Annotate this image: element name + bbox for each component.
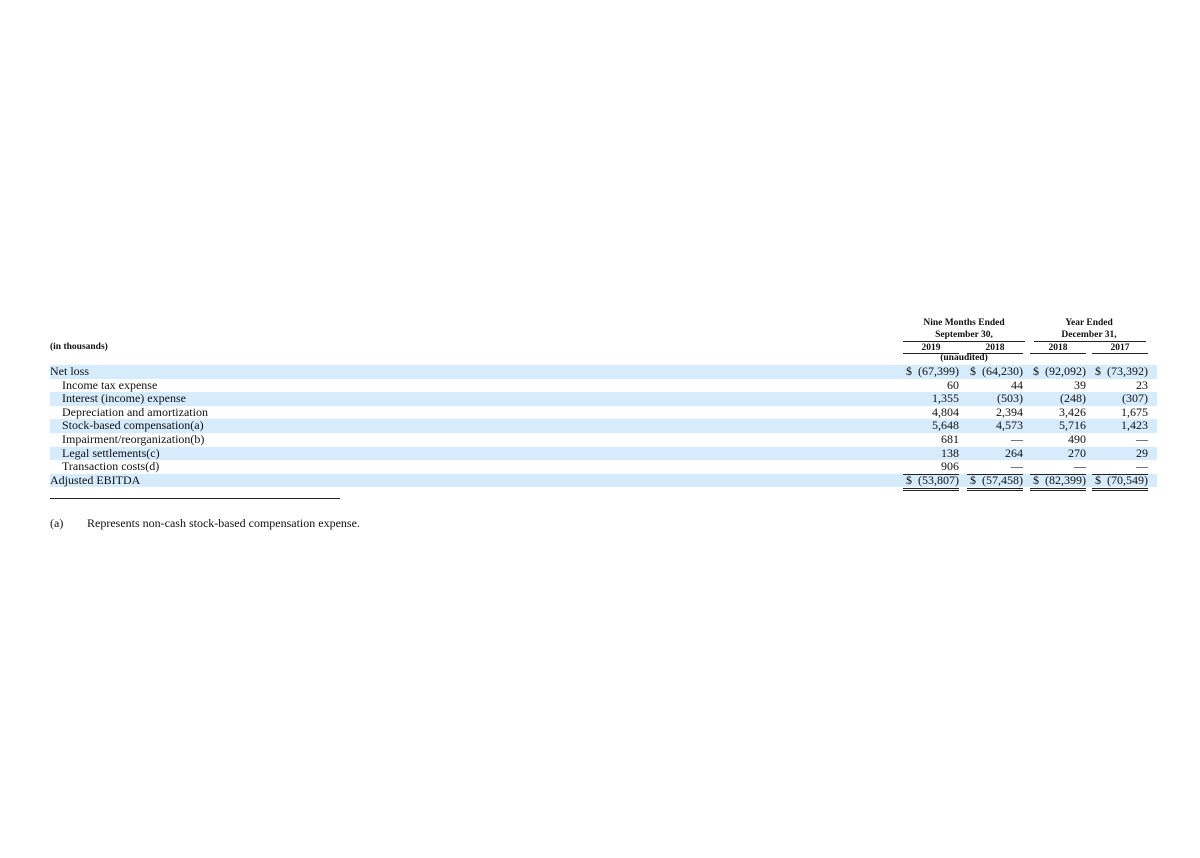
value-cell-2018-nine: 2,394 <box>996 404 1023 419</box>
units-label: (in thousands) <box>50 342 108 352</box>
total-rule-2018-nine <box>967 474 1023 475</box>
header-year-ended-line1: Year Ended <box>1065 318 1113 328</box>
value-cell-2018-year: (82,399) <box>1045 472 1086 487</box>
year-rule-2017 <box>1092 353 1148 354</box>
value-cell-2019: 681 <box>941 432 959 446</box>
row-label: Impairment/reorganization(b) <box>62 432 205 446</box>
value-cell-2017: 1,675 <box>1121 404 1148 419</box>
value-cell-2017: 29 <box>1136 445 1148 460</box>
value-cell-2019: (53,807) <box>918 472 959 487</box>
value-cell-2018-nine: (64,230) <box>982 364 1023 378</box>
currency-symbol: $ <box>1033 472 1039 487</box>
value-cell-2018-year: 270 <box>1068 445 1086 460</box>
value-cell-2018-nine: 264 <box>1005 445 1023 460</box>
value-cell-2017: — <box>1136 432 1148 446</box>
header-nine-months <box>900 317 1028 341</box>
row-label: Interest (income) expense <box>62 391 186 406</box>
value-cell-2017: 23 <box>1136 377 1148 392</box>
value-cell-2019: 4,804 <box>932 404 959 419</box>
unaudited-note: (unaudited) <box>940 353 988 363</box>
total-rule-2019 <box>903 474 959 475</box>
table-row <box>50 460 1157 474</box>
value-cell-2019: 906 <box>941 459 959 474</box>
value-cell-2019: 60 <box>947 377 959 392</box>
footnote-mark: (a) <box>50 516 64 530</box>
footnote-text: Represents non-cash stock-based compensation expense. <box>87 516 360 530</box>
table-row <box>50 392 1157 406</box>
value-cell-2017: (307) <box>1122 391 1148 406</box>
footnote-divider <box>50 498 340 499</box>
currency-symbol: $ <box>970 472 976 487</box>
value-cell-2018-nine: (57,458) <box>982 472 1023 487</box>
table-row <box>50 447 1157 461</box>
value-cell-2018-nine: (503) <box>997 391 1023 406</box>
value-cell-2018-year: 5,716 <box>1059 418 1086 433</box>
row-label: Depreciation and amortization <box>62 404 208 419</box>
header-year-ended <box>1031 317 1147 341</box>
currency-symbol: $ <box>906 364 912 378</box>
total-double-rule-2018-year <box>1030 488 1086 491</box>
value-cell-2017: (70,549) <box>1107 472 1148 487</box>
value-cell-2019: 5,648 <box>932 418 959 433</box>
value-cell-2018-nine: 4,573 <box>996 418 1023 433</box>
value-cell-2019: 1,355 <box>932 391 959 406</box>
currency-symbol: $ <box>1095 364 1101 378</box>
value-cell-2018-year: 490 <box>1068 432 1086 446</box>
table-row <box>50 474 1157 488</box>
value-cell-2018-year: 39 <box>1074 377 1086 392</box>
row-label: Stock-based compensation(a) <box>62 418 204 433</box>
table-row <box>50 419 1157 433</box>
value-cell-2018-nine: — <box>1011 459 1023 474</box>
year-header-2018-nine: 2018 <box>985 343 1005 353</box>
value-cell-2017: 1,423 <box>1121 418 1148 433</box>
header-nine-months-line2: September 30, <box>935 330 993 340</box>
total-rule-2018-year <box>1030 474 1086 475</box>
year-header-2019: 2019 <box>921 343 941 353</box>
currency-symbol: $ <box>970 364 976 378</box>
year-rule-2018-year <box>1030 353 1086 354</box>
row-label: Income tax expense <box>62 377 158 392</box>
value-cell-2018-year: (92,092) <box>1045 364 1086 378</box>
value-cell-2017: (73,392) <box>1107 364 1148 378</box>
table-row <box>50 365 1157 379</box>
header-nine-months-line1: Nine Months Ended <box>923 318 1005 328</box>
year-header-2018-year: 2018 <box>1048 343 1068 353</box>
value-cell-2019: 138 <box>941 445 959 460</box>
total-rule-2017 <box>1092 474 1148 475</box>
value-cell-2018-nine: — <box>1011 432 1023 446</box>
table-row <box>50 433 1157 447</box>
row-label: Transaction costs(d) <box>62 459 160 474</box>
value-cell-2018-year: — <box>1074 459 1086 474</box>
value-cell-2017: — <box>1136 459 1148 474</box>
value-cell-2019: (67,399) <box>918 364 959 378</box>
row-label: Net loss <box>50 364 89 378</box>
total-double-rule-2019 <box>903 488 959 491</box>
total-double-rule-2017 <box>1092 488 1148 491</box>
row-label: Adjusted EBITDA <box>50 472 141 487</box>
total-double-rule-2018-nine <box>967 488 1023 491</box>
value-cell-2018-nine: 44 <box>1011 377 1023 392</box>
table-row <box>50 406 1157 420</box>
value-cell-2018-year: 3,426 <box>1059 404 1086 419</box>
currency-symbol: $ <box>1033 364 1039 378</box>
currency-symbol: $ <box>906 472 912 487</box>
year-header-2017: 2017 <box>1110 343 1130 353</box>
value-cell-2018-year: (248) <box>1060 391 1086 406</box>
header-year-ended-line2: December 31, <box>1061 330 1117 340</box>
currency-symbol: $ <box>1095 472 1101 487</box>
row-label: Legal settlements(c) <box>62 445 160 460</box>
table-row <box>50 379 1157 393</box>
